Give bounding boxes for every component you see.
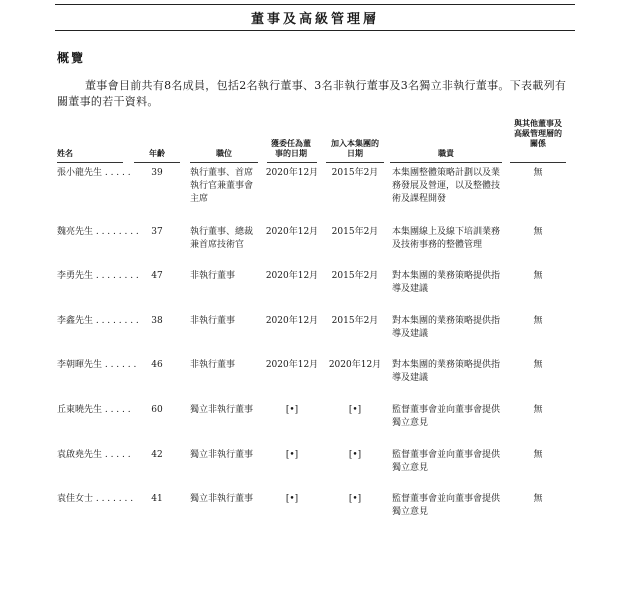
row-3-age: 38 bbox=[151, 316, 163, 326]
row-7-position: 獨立非執行董事 bbox=[190, 494, 254, 504]
header-underline-appointed bbox=[267, 162, 317, 163]
row-5-age: 60 bbox=[151, 405, 163, 415]
row-3-position: 非執行董事 bbox=[190, 316, 236, 326]
row-4-position: 非執行董事 bbox=[190, 360, 236, 370]
header-position: 職位 bbox=[216, 148, 232, 158]
row-3-appointed: 2020年12月 bbox=[265, 316, 319, 326]
row-4-relation: 無 bbox=[533, 360, 543, 370]
row-5-duties: 監督董事會並向董事會提供獨立意見 bbox=[392, 405, 501, 428]
header-underline-name bbox=[57, 162, 123, 163]
row-5-relation: 無 bbox=[533, 405, 543, 415]
row-1-age: 37 bbox=[151, 227, 163, 237]
row-2-relation: 無 bbox=[533, 271, 543, 281]
row-4-duties: 對本集團的業務策略提供指導及建議 bbox=[392, 360, 501, 383]
row-1-name: 魏亮先生 . . . . . . . . bbox=[57, 227, 139, 237]
row-3-relation: 無 bbox=[533, 316, 543, 326]
header-relation: 與其他董事及高級管理層的關係 bbox=[514, 118, 562, 148]
row-7-relation: 無 bbox=[533, 494, 543, 504]
row-6-position: 獨立非執行董事 bbox=[190, 450, 254, 460]
row-2-appointed: 2020年12月 bbox=[265, 271, 319, 281]
row-2-duties: 對本集團的業務策略提供指導及建議 bbox=[392, 271, 501, 294]
row-5-joined: [•] bbox=[348, 405, 362, 415]
row-4-appointed: 2020年12月 bbox=[265, 360, 319, 370]
row-4-name: 李朝暉先生 . . . . . . bbox=[57, 360, 137, 370]
row-7-duties: 監督董事會並向董事會提供獨立意見 bbox=[392, 494, 501, 517]
header-age: 年齡 bbox=[149, 148, 165, 158]
row-2-joined: 2015年2月 bbox=[331, 271, 379, 281]
row-7-age: 41 bbox=[151, 494, 163, 504]
row-7-joined: [•] bbox=[348, 494, 362, 504]
header-underline-position bbox=[190, 162, 258, 163]
row-6-joined: [•] bbox=[348, 450, 362, 460]
row-0-duties: 本集團整體策略計劃以及業務發展及營運，以及整體技術及課程開發 bbox=[392, 168, 501, 204]
row-0-relation: 無 bbox=[533, 168, 543, 178]
row-3-joined: 2015年2月 bbox=[331, 316, 379, 326]
row-3-name: 李鑫先生 . . . . . . . . bbox=[57, 316, 139, 326]
title-rule bbox=[55, 30, 575, 31]
row-6-age: 42 bbox=[151, 450, 163, 460]
row-0-age: 39 bbox=[151, 168, 163, 178]
row-6-relation: 無 bbox=[533, 450, 543, 460]
row-1-relation: 無 bbox=[533, 227, 543, 237]
row-0-name: 張小龍先生 . . . . . bbox=[57, 168, 131, 178]
row-6-name: 袁啟堯先生 . . . . . bbox=[57, 450, 131, 460]
row-4-age: 46 bbox=[151, 360, 163, 370]
row-1-duties: 本集團線上及線下培訓業務及技術事務的整體管理 bbox=[392, 227, 501, 250]
header-underline-relation bbox=[510, 162, 566, 163]
row-1-joined: 2015年2月 bbox=[331, 227, 379, 237]
row-7-name: 袁佳女士 . . . . . . . bbox=[57, 494, 134, 504]
row-6-appointed: [•] bbox=[285, 450, 299, 460]
top-rule bbox=[55, 4, 575, 5]
header-name: 姓名 bbox=[57, 148, 73, 158]
row-4-joined: 2020年12月 bbox=[328, 360, 382, 370]
header-joined: 加入本集團的日期 bbox=[331, 138, 379, 158]
row-2-position: 非執行董事 bbox=[190, 271, 236, 281]
row-6-duties: 監督董事會並向董事會提供獨立意見 bbox=[392, 450, 501, 473]
row-5-name: 丘東曉先生 . . . . . bbox=[57, 405, 131, 415]
row-0-position: 執行董事、首席執行官兼董事會主席 bbox=[190, 168, 254, 204]
row-1-appointed: 2020年12月 bbox=[265, 227, 319, 237]
row-2-age: 47 bbox=[151, 271, 163, 281]
header-duties: 職責 bbox=[438, 148, 454, 158]
header-underline-duties bbox=[390, 162, 502, 163]
page-title: 董事及高級管理層 bbox=[250, 12, 379, 27]
row-2-name: 李勇先生 . . . . . . . . bbox=[57, 271, 139, 281]
row-1-position: 執行董事、總裁兼首席技術官 bbox=[190, 227, 254, 250]
row-0-appointed: 2020年12月 bbox=[265, 168, 319, 178]
header-underline-age bbox=[134, 162, 180, 163]
header-underline-joined bbox=[326, 162, 384, 163]
row-3-duties: 對本集團的業務策略提供指導及建議 bbox=[392, 316, 501, 339]
header-appointed: 獲委任為董事的日期 bbox=[271, 138, 311, 158]
row-5-position: 獨立非執行董事 bbox=[190, 405, 254, 415]
row-7-appointed: [•] bbox=[285, 494, 299, 504]
intro-paragraph: 董事會目前共有8名成員，包括2名執行董事、3名非執行董事及3名獨立非執行董事。下表載列有關董事的若干資料。 bbox=[57, 79, 567, 108]
section-title: 概覽 bbox=[57, 51, 86, 65]
row-5-appointed: [•] bbox=[285, 405, 299, 415]
row-0-joined: 2015年2月 bbox=[331, 168, 379, 178]
